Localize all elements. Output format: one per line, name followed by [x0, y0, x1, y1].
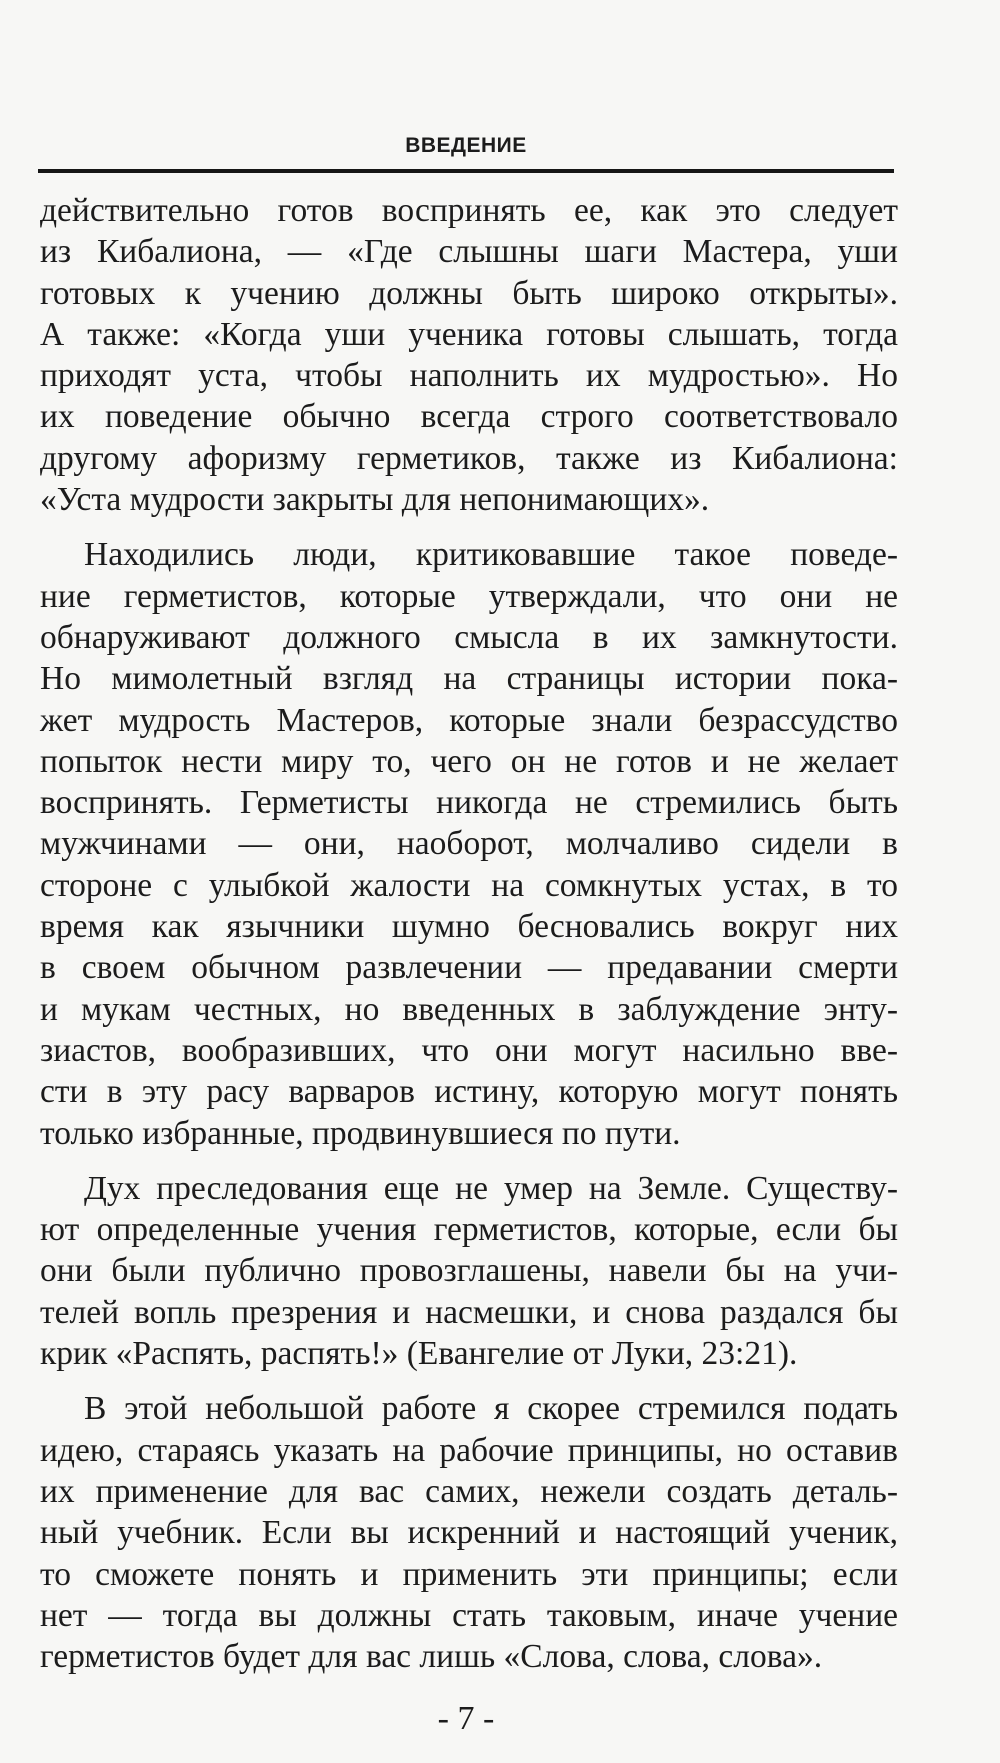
- paragraph-4: [40, 1388, 898, 1677]
- text-line: герметистов будет для вас лишь «Слова, слова, слова».: [40, 1638, 823, 1676]
- header-rule: [38, 169, 894, 173]
- page-number: - 7 -: [437, 1700, 495, 1737]
- text-line: только избранные, продвинувшиеся по пути.: [40, 1114, 681, 1152]
- paragraph-3: [40, 1168, 898, 1374]
- text-line: ный учебник. Если вы искренний и настоящий ученик,: [40, 1514, 898, 1552]
- text-line: ют определенные учения герметистов, которые, если бы: [40, 1211, 898, 1249]
- text-line: то сможете понять и применить эти принципы; если: [40, 1555, 898, 1593]
- paragraph-2: [40, 534, 898, 1153]
- body-text: [40, 190, 898, 1691]
- text-line: телей вопль презрения и насмешки, и снова раздался бы: [40, 1293, 898, 1331]
- text-line: сти в эту расу варваров истину, которую могут понять: [40, 1073, 898, 1111]
- text-line: ние герметистов, которые утверждали, что они не: [40, 577, 898, 615]
- text-line: Но мимолетный взгляд на страницы истории пока-: [40, 660, 898, 698]
- text-line: обнаруживают должного смысла в их замкнутости.: [40, 618, 898, 656]
- text-line: зиастов, вообразивших, что они могут насильно вве-: [40, 1031, 898, 1069]
- text-line: Находились люди, критиковавшие такое поведе-: [84, 536, 898, 574]
- text-line: в своем обычном развлечении — предавании смерти: [40, 949, 898, 987]
- text-line: жет мудрость Мастеров, которые знали безрассудство: [40, 701, 898, 739]
- text-line: мужчинами — они, наоборот, молчаливо сидели в: [40, 825, 898, 863]
- text-line: воспринять. Герметисты никогда не стремились быть: [40, 784, 898, 822]
- text-line: они были публично провозглашены, навели бы на учи-: [40, 1252, 898, 1290]
- text-line: нет — тогда вы должны стать таковым, иначе учение: [40, 1596, 898, 1634]
- text-line: готовых к учению должны быть широко открыты».: [40, 274, 898, 312]
- text-line: время как язычники шумно бесновались вокруг них: [40, 908, 898, 946]
- text-line: «Уста мудрости закрыты для непонимающих».: [40, 481, 710, 519]
- text-line: крик «Распять, распять!» (Евангелие от Луки, 23:21).: [40, 1335, 798, 1373]
- text-line: стороне с улыбкой жалости на сомкнутых устах, в то: [40, 866, 898, 904]
- text-line: приходят уста, чтобы наполнить их мудростью». Но: [40, 357, 898, 395]
- running-title: ВВЕДЕНИЕ: [405, 134, 527, 157]
- text-line: идею, стараясь указать на рабочие принципы, но оставив: [40, 1431, 898, 1469]
- text-line: другому афоризму герметиков, также из Кибалиона:: [40, 439, 898, 477]
- text-line: действительно готов воспринять ее, как это следует: [40, 192, 898, 229]
- paragraph-1: [40, 190, 898, 520]
- text-line: их поведение обычно всегда строго соответствовало: [40, 398, 898, 436]
- text-line: Дух преследования еще не умер на Земле. Существу-: [84, 1169, 898, 1207]
- text-line: их применение для вас самих, нежели создать деталь-: [40, 1472, 898, 1510]
- text-line: из Кибалиона, — «Где слышны шаги Мастера, уши: [40, 233, 898, 271]
- text-line: А также: «Когда уши ученика готовы слышать, тогда: [40, 315, 898, 353]
- text-line: В этой небольшой работе я скорее стремился подать: [84, 1390, 898, 1428]
- text-line: и мукам честных, но введенных в заблуждение энту-: [40, 990, 898, 1028]
- text-line: попыток нести миру то, чего он не готов и не желает: [40, 742, 898, 780]
